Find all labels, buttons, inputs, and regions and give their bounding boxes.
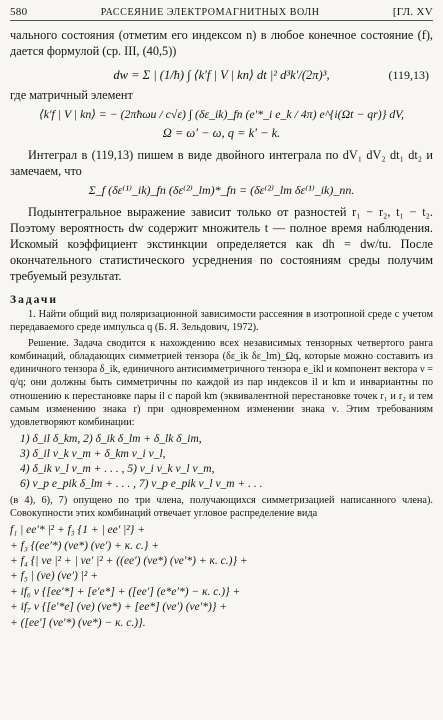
definitions-equation: Ω = ω′ − ω, q = k′ − k. [162, 126, 281, 140]
section-heading-tasks: Задачи [10, 294, 59, 306]
formula-line: + if₆ ν {[ee′*] + [e′e*] + ([ee′] (e*e′*) − к. с.)} + [10, 585, 241, 598]
formula-line: + f₅ | (νe) (νe′) |² + [10, 570, 98, 583]
sum-equation: Σ_f (δε⁽¹⁾_ik)_fn (δε⁽²⁾_lm)*_fn = (δε⁽²⁾_lm δε⁽¹⁾_ik)_nn. [88, 183, 355, 197]
condition-line: 4) δ_ik ν_l ν_m + . . . , 5) ν_i ν_k ν_l ν_m, [20, 462, 215, 475]
angular-distribution-formula [10, 523, 433, 631]
solution-text: Решение. Задача сводится к нахождению всех независимых тензорных четвертого ранга комбинаций, обладающих симметрией тензора (δε_ik δε_lm)_Ωq, которые можно составить из единичного тензора δ_ik, единичного антисимметричного тензора e_ikl и компонент вектора ν = q/q; они должны быть симметричны по каждой из пар индексов il и km и инвариантны по отношению к перестановке пары il с парой km (эквивалентной перестановке точек r₁ и r₂ и тем самым изменению знака r) при одновременном изменении знака ν. Этим требованиям удовлетворяют комбинации: [10, 337, 433, 429]
formula-line: + if₇ ν {[e′*e] (νe) (νe*) + [ee*] (νe′) (νe′*)} + [10, 601, 228, 614]
equation-119-13 [10, 67, 433, 83]
note-text: (в 4), 6), 7) опущено по три члена, получающихся симметризацией написанного члена). Совокупности этих комбинаций отвечает угловое распределение вида [10, 494, 433, 519]
paragraph-4: Подынтегральное выражение зависит только от разностей r₁ − r₂, t₁ − t₂. Поэтому вероятность dw содержит множитель t — полное время наблюдения. Искомый коэффициент экстинкции определяется как dh = dw/tu. После окончательного статистического усреднения по состояниям среды получим требуемый результат. [10, 205, 433, 283]
paragraph-1: чального состояния (отметим его индексом n) в любое конечное состояние (f), дается формулой (ср. III, (40,5)) [10, 28, 433, 58]
formula-line: + f₃ {(ee′*) (νe*) (νe′) + к. с.} + [10, 539, 160, 552]
running-header [10, 6, 433, 21]
chapter-title: РАССЕЯНИЕ ЭЛЕКТРОМАГНИТНЫХ ВОЛН [100, 7, 320, 18]
equation-body: Σ | (1/ħ) ∫ ⟨k′f | V | kn⟩ dt |² d³k′/(2π)³, [142, 68, 330, 82]
condition-line: 6) ν_p e_pik δ_lm + . . . , 7) ν_p e_pik ν_l ν_m + . . . [20, 477, 263, 490]
page-number: 580 [10, 6, 28, 18]
formula-line: + f₄ {| νe |² + | νe′ |² + ((ee′) (νe*) (νe′*) + к. с.)} + [10, 555, 248, 568]
formula-line: + ([ee′] (νe′*) (νe*) − к. с.)}. [10, 616, 146, 629]
problem-1: 1. Найти общий вид поляризационной зависимости рассеяния в изотропной среде с учетом передаваемого среде импульса q (Б. Я. Зельдович, 1972). [10, 309, 433, 334]
condition-line: 1) δ_il δ_km, 2) δ_ik δ_lm + δ_lk δ_im, [20, 432, 202, 445]
conditions-list [10, 432, 433, 492]
chapter-number: [ГЛ. XV [392, 6, 433, 18]
matrix-element-equation: ⟨k′f | V | kn⟩ = − (2πħωu / c√ε) ∫ (δε_ik)_fn (e′*_i e_k / 4π) e^{i(Ωt − qr)} dV, [39, 107, 404, 121]
formula-line: f₁ | ee′* |² + f₃ {1 + | ee′ |²} + [10, 524, 145, 537]
equation-number: (119,13) [388, 67, 429, 82]
condition-line: 3) δ_il ν_k ν_m + δ_km ν_i ν_l, [20, 447, 166, 460]
equation-lhs: dw = [113, 67, 140, 82]
paragraph-3: Интеграл в (119,13) пишем в виде двойного интеграла по dV₁ dV₂ dt₁ dt₂ и замечаем, что [10, 148, 433, 178]
paragraph-2: где матричный элемент [10, 88, 133, 102]
